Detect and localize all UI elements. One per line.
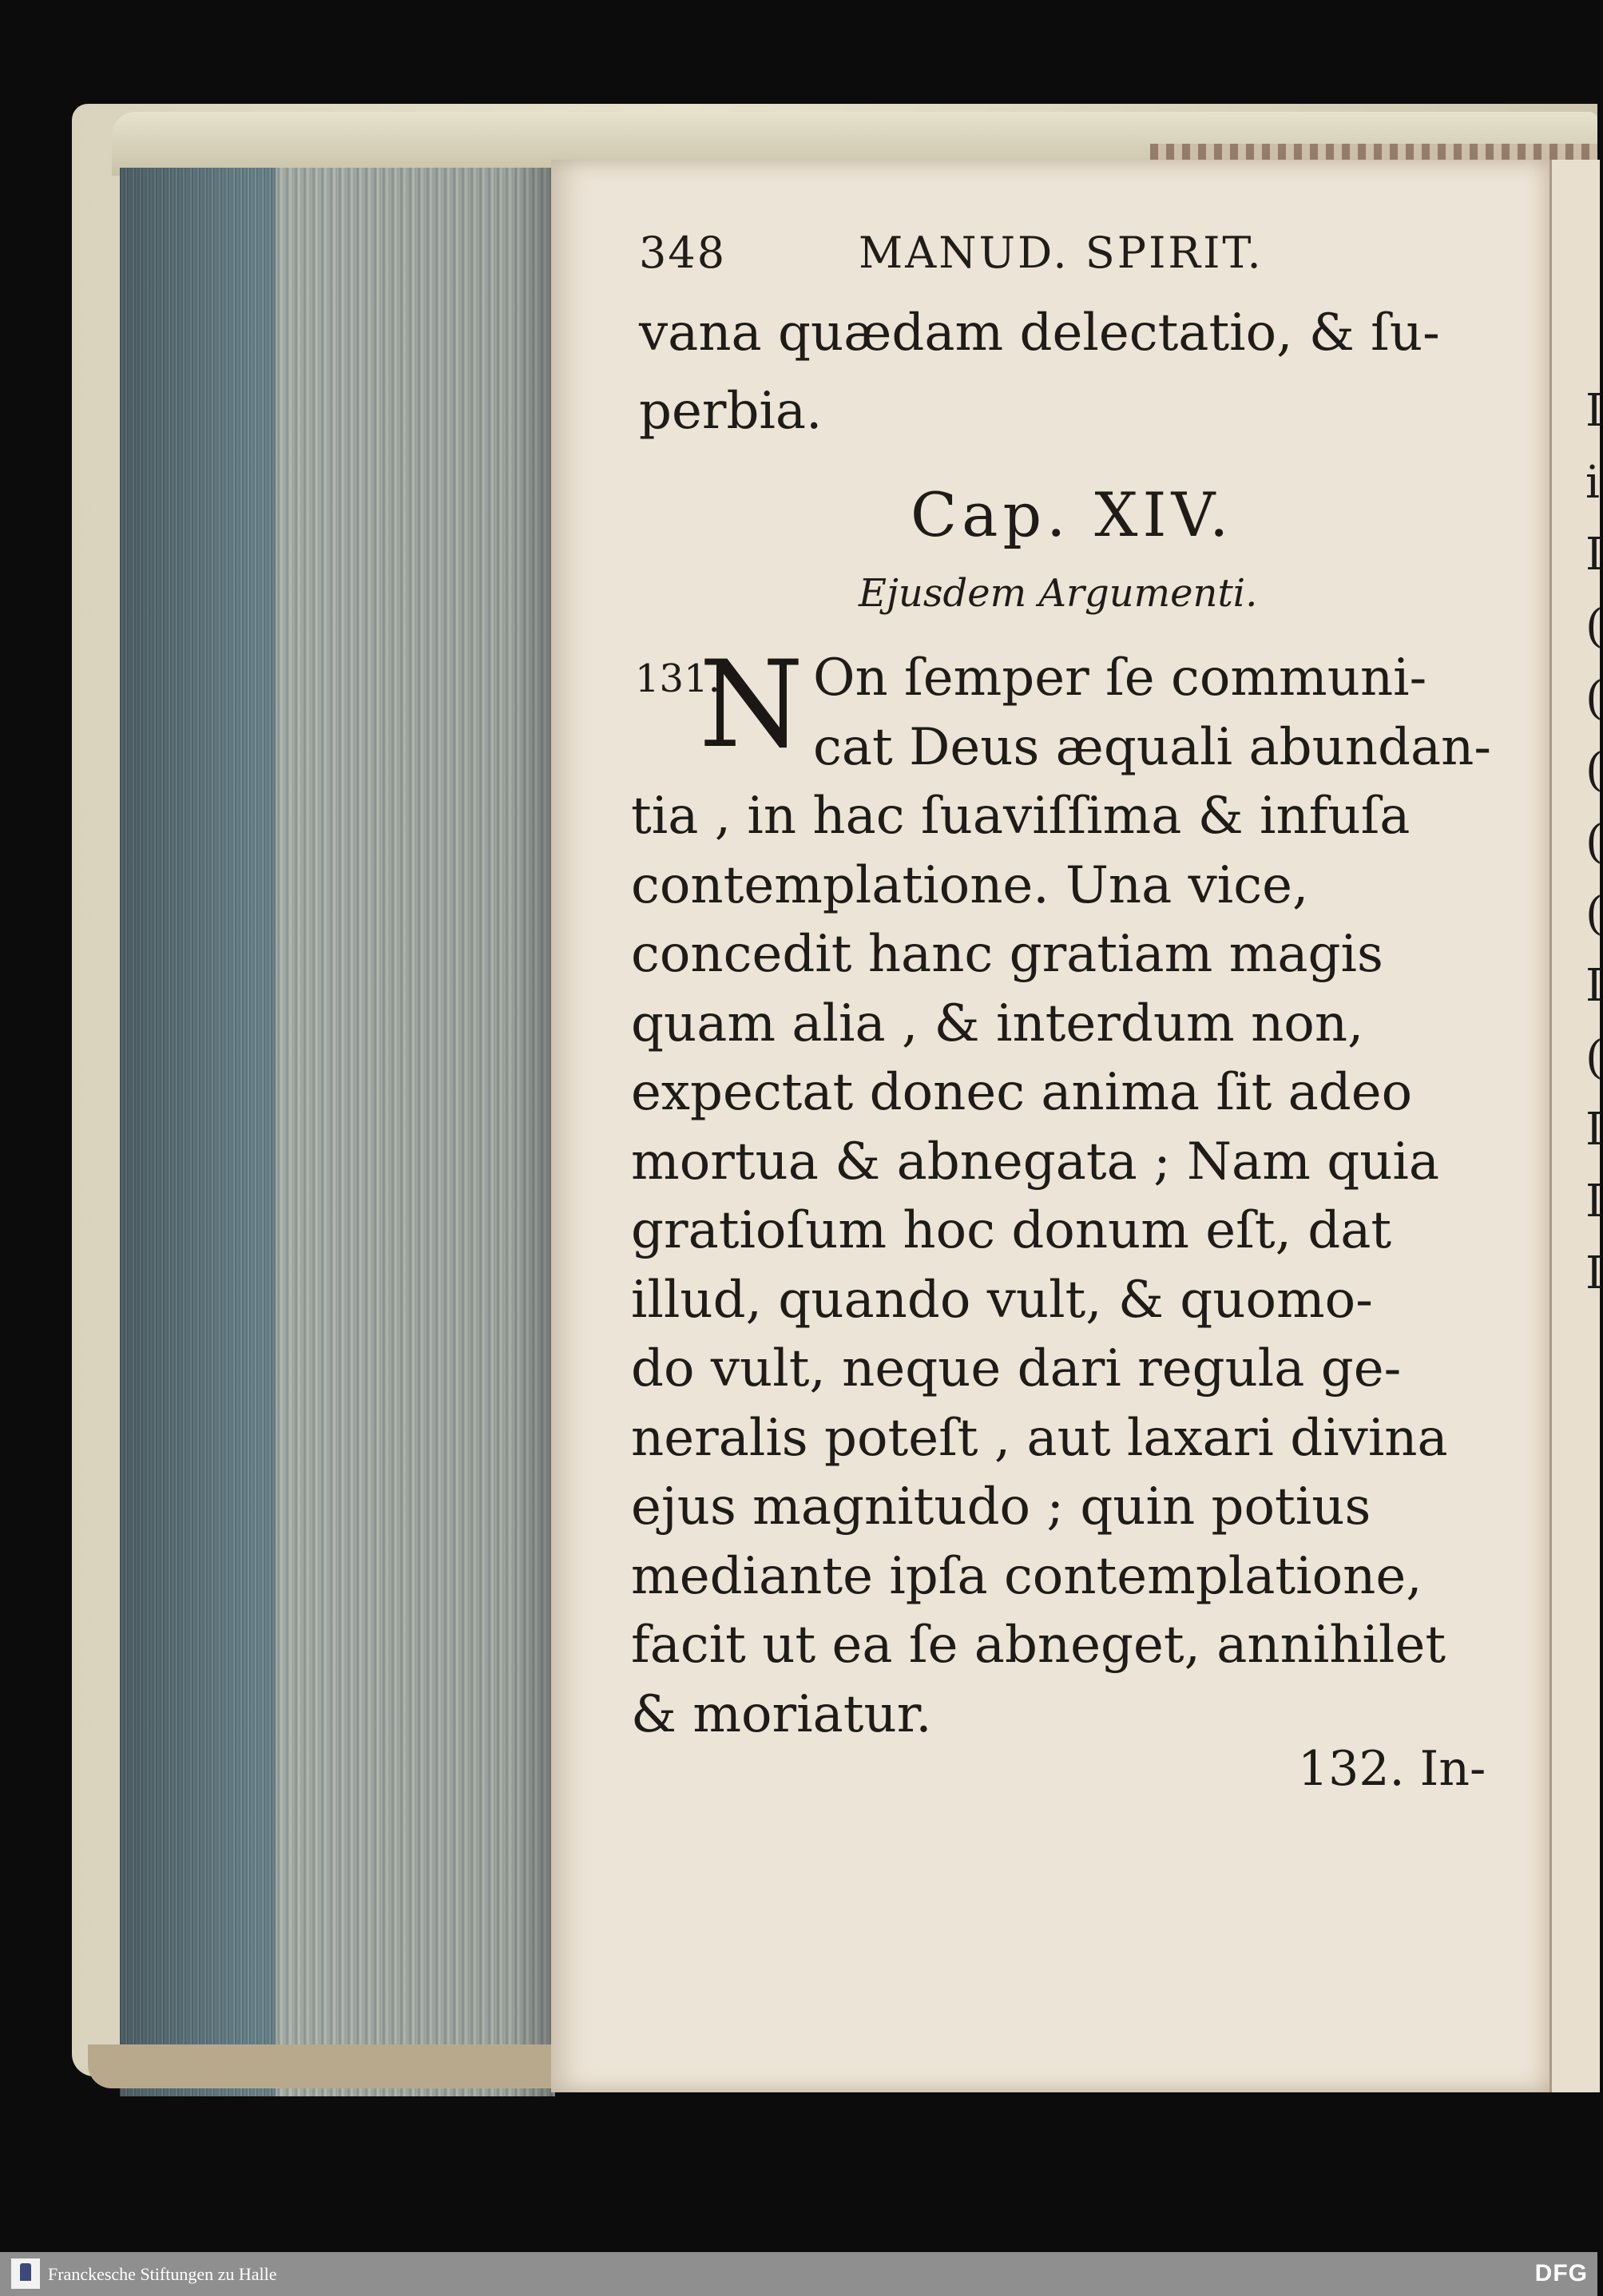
institution-name: Franckesche Stiftungen zu Halle <box>48 2264 277 2284</box>
institution-logo-icon <box>11 2258 40 2289</box>
dfg-logo: DFG <box>1534 2260 1588 2286</box>
text-line: quam alia , & interdum non, <box>631 993 1364 1053</box>
running-head <box>639 228 1438 291</box>
paragraph-number: 131. <box>635 656 720 701</box>
chapter-subtitle: Ejusdem Argumenti. <box>859 571 1258 616</box>
facing-letter: I <box>1585 385 1603 437</box>
text-line: mediante ipſa contemplatione, <box>631 1546 1422 1606</box>
facing-letter: ( <box>1585 1032 1603 1084</box>
facing-letter: i <box>1585 457 1600 509</box>
page-number: 348 <box>639 228 727 278</box>
facing-letter: I <box>1585 1176 1603 1227</box>
facing-letter: I <box>1585 529 1603 581</box>
drop-initial: N <box>699 636 804 775</box>
chapter-heading: Cap. XIV. <box>911 479 1234 550</box>
text-line: cat Deus æquali abundan- <box>813 717 1491 777</box>
facing-letter: ( <box>1585 601 1603 652</box>
catchword: 132. In- <box>1298 1741 1486 1797</box>
facing-letter: ( <box>1585 672 1603 724</box>
running-title: MANUD. SPIRIT. <box>859 228 1264 278</box>
page-edges-shadow <box>120 168 555 2096</box>
text-line: illud, quando vult, & quomo- <box>631 1270 1373 1330</box>
facing-letter: I <box>1585 1104 1603 1156</box>
text-line: perbia. <box>639 382 823 441</box>
footer-bar <box>0 2252 1597 2296</box>
text-line: facit ut ea ſe abneget, annihilet <box>631 1616 1446 1675</box>
facing-letter: ( <box>1585 816 1603 868</box>
text-line: neralis poteſt , aut laxari divina <box>631 1408 1448 1468</box>
facing-page-text <box>1585 375 1603 1310</box>
text-line: vana quædam delectatio, & ſu- <box>639 303 1440 363</box>
facing-letter: I <box>1585 960 1603 1012</box>
text-line: On ſemper ſe communi- <box>813 648 1427 708</box>
facing-letter: I <box>1585 1247 1603 1299</box>
text-line: & moriatur. <box>631 1684 932 1744</box>
facing-letter: ( <box>1585 888 1603 940</box>
text-line: ejus magnitudo ; quin potius <box>631 1477 1371 1537</box>
text-line: expectat donec anima ſit adeo <box>631 1063 1413 1122</box>
facing-letter: ( <box>1585 744 1603 796</box>
printed-page <box>551 160 1549 2092</box>
text-line: contemplatione. Una vice, <box>631 855 1309 915</box>
text-line: mortua & abnegata ; Nam quia <box>631 1132 1440 1192</box>
text-line: concedit hanc gratiam magis <box>631 925 1383 984</box>
text-line: gratioſum hoc donum eſt, dat <box>631 1201 1392 1260</box>
text-line: tia , in hac ſuaviſſima & infuſa <box>631 787 1411 846</box>
text-line: do vult, neque dari regula ge- <box>631 1339 1402 1398</box>
